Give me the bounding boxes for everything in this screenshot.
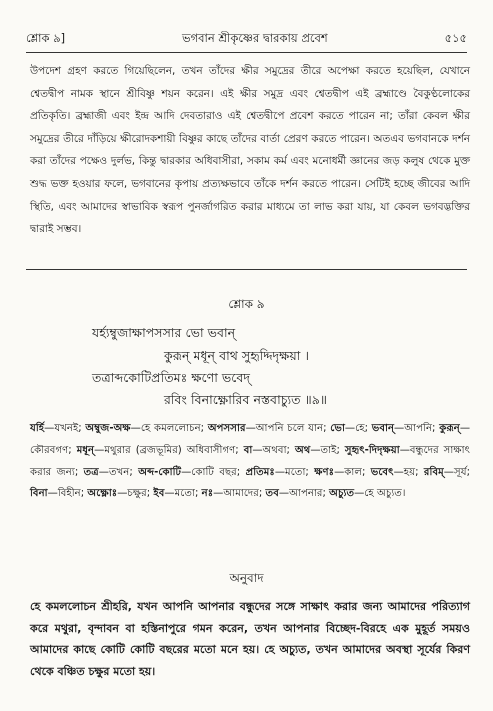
- synonym-meaning: —চক্ষুর;: [117, 488, 154, 500]
- synonym-meaning: —সূর্য;: [443, 466, 470, 478]
- synonym-meaning: —হে অচ্যুত।: [354, 488, 406, 500]
- verse-line-2: কুরূন্ মধূন্ বাথ সুহৃদ্দিদৃক্ষয়া ।: [164, 348, 309, 363]
- synonym-meaning: —কৌরবগণ;: [30, 423, 471, 456]
- translation-label: অনুবাদ: [229, 571, 264, 585]
- synonym-meaning: —যখনই;: [44, 423, 86, 434]
- verse-line-3: তত্রাব্দকোটিপ্রতিমঃ ক্ষণো ভবেদ্: [92, 370, 250, 385]
- synonym-meaning: —হে;: [344, 423, 372, 434]
- synonym-term: তব: [265, 488, 279, 500]
- header-page-number: ৫১৫: [444, 30, 467, 45]
- synonym-term: অক্ষ্ণোঃ: [87, 488, 118, 500]
- purport-text: [30, 60, 470, 241]
- synonym-term: যর্হি: [30, 423, 45, 434]
- synonym-term: ইব: [153, 488, 165, 500]
- synonym-meaning: —আপনি;: [394, 423, 440, 434]
- synonym-term: অব্দ-কোটি: [138, 466, 182, 478]
- verse-line-1: যর্হ্যম্বুজাক্ষাপসসার ভো ভবান্: [92, 325, 236, 340]
- section-divider: [26, 269, 467, 270]
- synonym-meaning: —মতো;: [274, 466, 315, 478]
- synonym-term: বা: [243, 444, 253, 456]
- synonym-meaning: —অথবা;: [252, 444, 295, 456]
- synonym-meaning: —মথুরার (ব্রজভূমির) অধিবাসীগণ;: [94, 444, 244, 456]
- synonym-meaning: —বন্ধুদের সাক্ষাৎ করার জন্য;: [30, 444, 470, 478]
- synonym-term: ভবেৎ: [370, 466, 394, 478]
- synonym-term: অথ: [294, 444, 311, 456]
- synonym-meaning: —হে কমললোচন;: [130, 423, 208, 434]
- translation-text: হে কমললোচন শ্রীহরি, যখন আপনি আপনার বন্ধুদের সঙ্গে সাক্ষাৎ করার জন্য আমাদের পরিত্যাগ করে মথুরা, বৃন্দাবন বা হস্তিনাপুরে গমন করেন, তখন আপনার বিচ্ছেদ-বিরহে এক মুহূর্ত সময়ও আমাদের কাছে কোটি কোটি বছরের মতো মনে হয়। হে অচ্যুত, তখন আমাদের অবস্থা সূর্যের কিরণ থেকে বঞ্চিত চক্ষুর মতো হয়।: [30, 600, 470, 678]
- synonym-meaning: —আপনার;: [278, 488, 330, 500]
- synonym-term: অচ্যুত: [329, 488, 355, 500]
- synonyms-block: [30, 418, 470, 505]
- synonym-term: অপসসার: [207, 423, 246, 434]
- synonym-term: রবিম্: [423, 466, 444, 478]
- verse-label: শ্লোক ৯: [228, 297, 265, 311]
- synonym-term: মধূন্: [76, 444, 95, 456]
- synonym-term: সুহৃৎ-দিদৃক্ষয়া: [344, 444, 400, 456]
- synonym-meaning: —আমাদের;: [213, 488, 266, 500]
- header-verse-ref: শ্লোক ৯]: [26, 30, 66, 45]
- synonym-term: বিনা: [30, 488, 48, 500]
- synonym-meaning: —কোটি বছর;: [181, 466, 246, 478]
- synonym-meaning: —তাই;: [310, 444, 345, 456]
- synonym-term: কুরূন্: [439, 423, 460, 434]
- synonym-term: তত্র: [83, 466, 99, 478]
- synonym-meaning: —মতো;: [164, 488, 202, 500]
- page-header: [26, 30, 467, 48]
- verse-line-4: রবিং বিনাক্ষ্ণোরিব নস্তবাচ্যুত ॥৯॥: [164, 392, 328, 407]
- synonym-meaning: —বিহীন;: [47, 488, 88, 500]
- synonym-term: প্রতিমঃ: [245, 466, 275, 478]
- synonym-term: অম্বুজ-অক্ষ: [85, 423, 131, 434]
- synonym-meaning: —হয়;: [393, 466, 424, 478]
- synonym-term: ভবান্: [371, 423, 395, 434]
- header-chapter-title: ভগবান শ্রীকৃষ্ণের দ্বারকায় প্রবেশ: [182, 30, 328, 45]
- synonym-term: ভো: [330, 423, 345, 434]
- header-divider: [26, 52, 467, 53]
- synonym-term: ক্ষণঃ: [314, 466, 335, 478]
- synonym-meaning: —কাল;: [334, 466, 371, 478]
- synonym-meaning: —তখন;: [98, 466, 139, 478]
- purport-paragraph: উপদেশ গ্রহণ করতে গিয়েছিলেন, তখন তাঁদের ক্ষীর সমুদ্রের তীরে অপেক্ষা করতে হয়েছিল, যেখানে শ্বেতদ্বীপ নামক স্থানে শ্রীবিষ্ণু শয়ন করেন। এই ক্ষীর সমুদ্র এবং শ্বেতদ্বীপ এই ব্রহ্মাণ্ডে বৈকুণ্ঠলোকের প্রতিকৃতি। ব্রহ্মাজী এবং ইন্দ্র আদি দেবতারাও এই শ্বেতদ্বীপে প্রবেশ করতে পারেন না; তাঁরা কেবল ক্ষীর সমুদ্রের তীরে দাঁড়িয়ে ক্ষীরোদকশায়ী বিষ্ণুর কাছে তাঁদের বার্তা প্রেরণ করতে পারেন। অতএব ভগবানকে দর্শন করা তাঁদের পক্ষেও দুর্লভ, কিন্তু দ্বারকার অধিবাসীরা, সকাম কর্ম এবং মনোধর্মী জ্ঞানের জড় কলুষ থেকে মুক্ত শুদ্ধ ভক্ত হওয়ার ফলে, ভগবানের কৃপায় প্রত্যক্ষভাবে তাঁকে দর্শন করতে পারেন। সেটিই হচ্ছে জীবের আদি স্থিতি, এবং আমাদের স্বাভাবিক স্বরূপ পুনর্জাগরিত করার মাধ্যমে তা লাভ করা যায়, যা কেবল ভগবদ্ভক্তির দ্বারাই সম্ভব।: [30, 65, 470, 236]
- synonym-term: নঃ: [201, 488, 214, 500]
- synonym-meaning: —আপনি চলে যান;: [245, 423, 331, 434]
